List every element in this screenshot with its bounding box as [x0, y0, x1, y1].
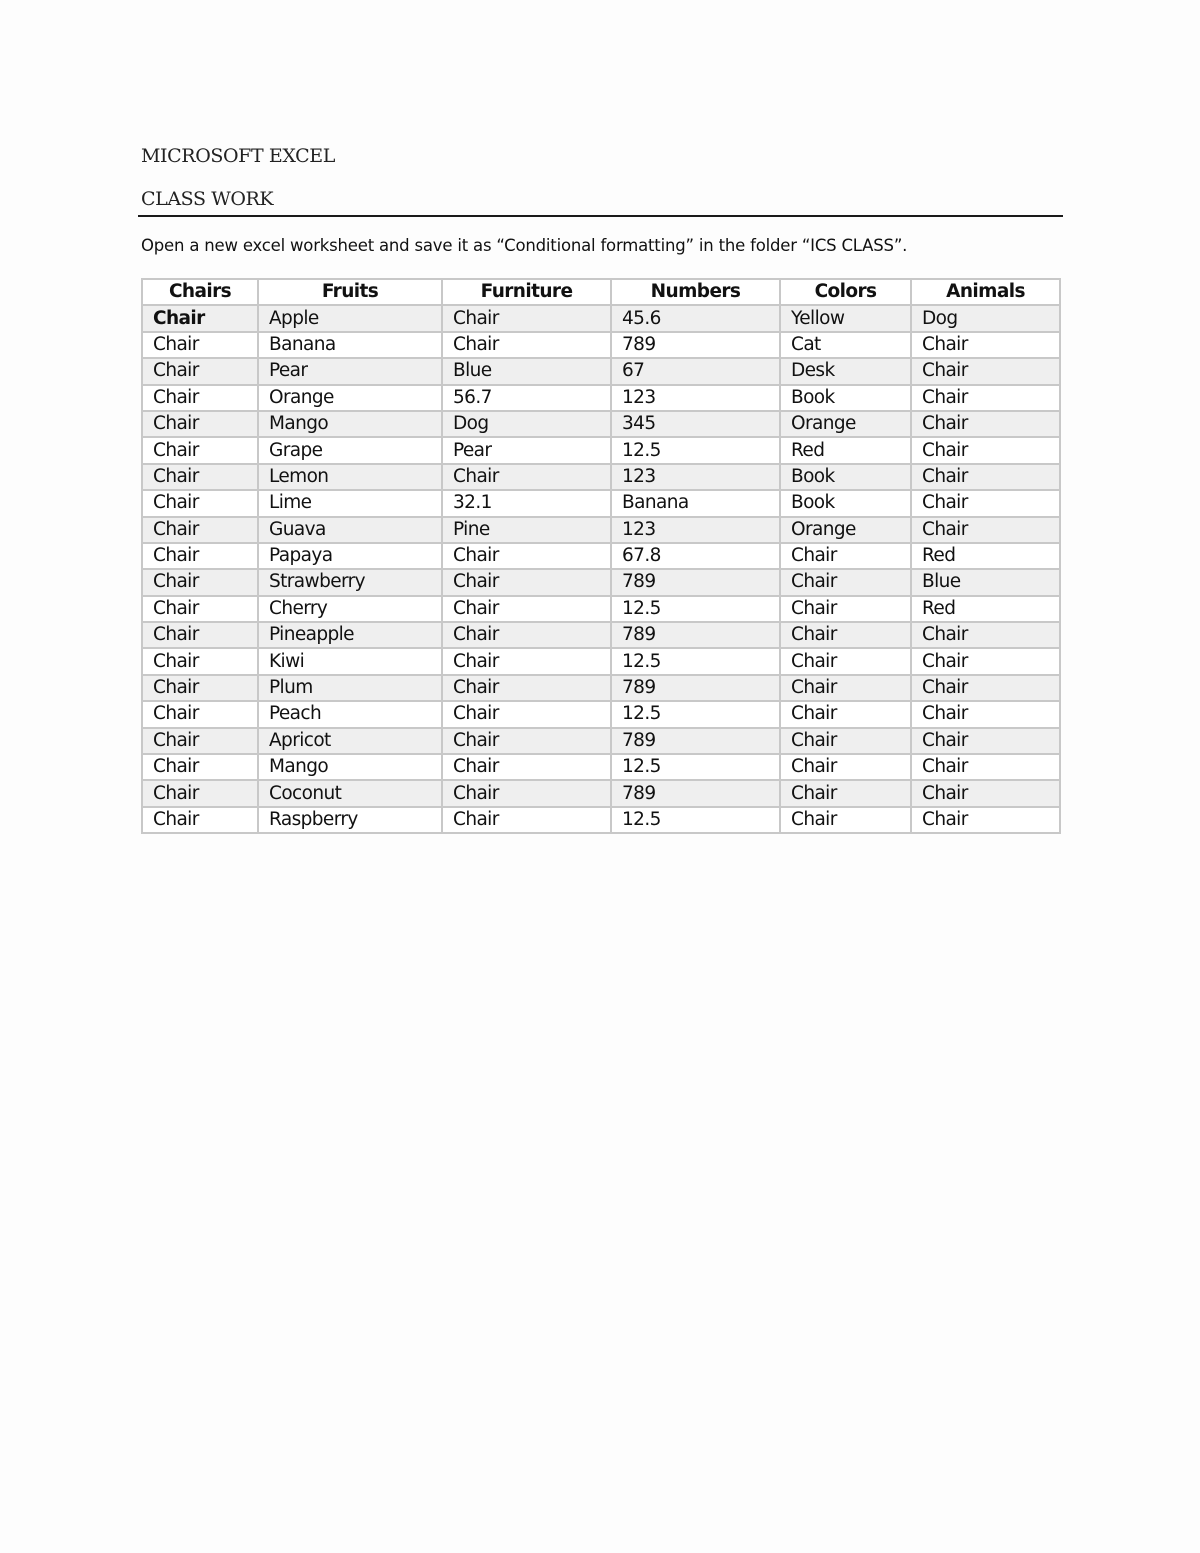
table-cell: 32.1 — [442, 490, 611, 516]
table-cell: Banana — [611, 490, 780, 516]
table-cell: Pine — [442, 517, 611, 543]
table-cell: Chair — [911, 517, 1060, 543]
table-cell: Chair — [911, 728, 1060, 754]
table-row — [142, 780, 1060, 806]
table-row — [142, 807, 1060, 833]
table-body — [142, 305, 1060, 833]
table-cell: Orange — [258, 385, 442, 411]
table-cell: 789 — [611, 780, 780, 806]
table-cell: Chair — [780, 780, 911, 806]
table-cell: Coconut — [258, 780, 442, 806]
table-cell: Chair — [911, 701, 1060, 727]
column-header: Chairs — [142, 279, 258, 305]
table-cell: Red — [911, 543, 1060, 569]
table-row — [142, 411, 1060, 437]
table-cell: Chair — [911, 807, 1060, 833]
table-cell: 789 — [611, 569, 780, 595]
table-header-row — [142, 279, 1060, 305]
table-row — [142, 728, 1060, 754]
table-cell: Chair — [142, 332, 258, 358]
table-cell: Chair — [911, 464, 1060, 490]
instruction-text: Open a new excel worksheet and save it as “Conditional formatting” in the folder “ICS CLASS”. — [141, 236, 908, 255]
table-cell: Chair — [142, 622, 258, 648]
table-cell: Chair — [142, 596, 258, 622]
table-cell: Chair — [780, 622, 911, 648]
table-cell: Chair — [780, 728, 911, 754]
table-cell: Chair — [911, 622, 1060, 648]
table-cell: 789 — [611, 332, 780, 358]
table-cell: Plum — [258, 675, 442, 701]
table-cell: Chair — [442, 596, 611, 622]
table-row — [142, 648, 1060, 674]
table-cell: Blue — [442, 358, 611, 384]
table-row — [142, 622, 1060, 648]
table-cell: Chair — [780, 596, 911, 622]
table-row — [142, 517, 1060, 543]
table-cell: 789 — [611, 675, 780, 701]
column-header: Animals — [911, 279, 1060, 305]
table-cell: Cat — [780, 332, 911, 358]
table-cell: 12.5 — [611, 648, 780, 674]
table-cell: Apricot — [258, 728, 442, 754]
data-table — [141, 278, 1061, 834]
table-cell: Kiwi — [258, 648, 442, 674]
table-cell: Chair — [911, 332, 1060, 358]
table-cell: 789 — [611, 728, 780, 754]
table-cell: Chair — [142, 648, 258, 674]
table-row — [142, 569, 1060, 595]
table-cell: Raspberry — [258, 807, 442, 833]
table-cell: 56.7 — [442, 385, 611, 411]
table-cell: Chair — [442, 332, 611, 358]
table-cell: Chair — [142, 411, 258, 437]
table-cell: Chair — [442, 569, 611, 595]
table-cell: Chair — [780, 543, 911, 569]
table-cell: Chair — [442, 807, 611, 833]
table-cell: 12.5 — [611, 807, 780, 833]
table-cell: Red — [780, 437, 911, 463]
table-cell: Chair — [442, 305, 611, 331]
table-cell: Cherry — [258, 596, 442, 622]
table-cell: Chair — [442, 728, 611, 754]
title-underline — [138, 215, 1063, 217]
table-row — [142, 596, 1060, 622]
table-cell: Chair — [911, 411, 1060, 437]
table-cell: Chair — [911, 754, 1060, 780]
table-cell: Chair — [911, 648, 1060, 674]
table-cell: 345 — [611, 411, 780, 437]
table-cell: Chair — [142, 543, 258, 569]
table-row — [142, 385, 1060, 411]
table-cell: Orange — [780, 517, 911, 543]
table-cell: 67 — [611, 358, 780, 384]
table-cell: 12.5 — [611, 701, 780, 727]
table-row — [142, 701, 1060, 727]
table-cell: 123 — [611, 464, 780, 490]
table-cell: Chair — [911, 490, 1060, 516]
column-header: Numbers — [611, 279, 780, 305]
document-subtitle: CLASS WORK — [141, 188, 274, 210]
table-cell: Chair — [442, 648, 611, 674]
table-cell: Book — [780, 464, 911, 490]
table-cell: Peach — [258, 701, 442, 727]
table-cell: 12.5 — [611, 754, 780, 780]
table-cell: Desk — [780, 358, 911, 384]
table-cell: Apple — [258, 305, 442, 331]
table-cell: Chair — [142, 780, 258, 806]
table-cell: Chair — [142, 437, 258, 463]
table-cell: 123 — [611, 517, 780, 543]
table-cell: Chair — [142, 728, 258, 754]
table-cell: Chair — [442, 464, 611, 490]
table-cell: 789 — [611, 622, 780, 648]
table-cell: Chair — [142, 517, 258, 543]
table-cell: Chair — [142, 754, 258, 780]
table-cell: Banana — [258, 332, 442, 358]
table-cell: Dog — [442, 411, 611, 437]
table-cell: Orange — [780, 411, 911, 437]
table-row — [142, 490, 1060, 516]
table-cell: Pear — [258, 358, 442, 384]
table-cell: Chair — [442, 543, 611, 569]
table-row — [142, 358, 1060, 384]
column-header: Colors — [780, 279, 911, 305]
table-cell: Mango — [258, 411, 442, 437]
table-cell: Guava — [258, 517, 442, 543]
table-cell: Chair — [780, 807, 911, 833]
table-cell: Chair — [142, 569, 258, 595]
table-cell: Chair — [780, 675, 911, 701]
table-cell: Chair — [780, 701, 911, 727]
table-cell: Chair — [442, 675, 611, 701]
table-cell: Chair — [442, 701, 611, 727]
table-cell: Strawberry — [258, 569, 442, 595]
table-row — [142, 464, 1060, 490]
table-cell: Chair — [442, 780, 611, 806]
document-title: MICROSOFT EXCEL — [141, 145, 335, 167]
table-cell: 12.5 — [611, 596, 780, 622]
table-cell: Chair — [142, 305, 258, 331]
table-cell: Chair — [911, 437, 1060, 463]
table-cell: Chair — [780, 648, 911, 674]
table-cell: Chair — [780, 754, 911, 780]
table-cell: Blue — [911, 569, 1060, 595]
table-cell: Chair — [442, 622, 611, 648]
table-cell: Chair — [442, 754, 611, 780]
table-cell: Yellow — [780, 305, 911, 331]
table-row — [142, 543, 1060, 569]
column-header: Fruits — [258, 279, 442, 305]
table-cell: 67.8 — [611, 543, 780, 569]
table-cell: Dog — [911, 305, 1060, 331]
table-cell: Chair — [142, 490, 258, 516]
table-cell: Chair — [911, 385, 1060, 411]
table-cell: Mango — [258, 754, 442, 780]
table-cell: Chair — [142, 464, 258, 490]
table-cell: Pineapple — [258, 622, 442, 648]
table-cell: Chair — [142, 675, 258, 701]
table-cell: Chair — [780, 569, 911, 595]
table-cell: Chair — [142, 807, 258, 833]
table-row — [142, 675, 1060, 701]
table-row — [142, 437, 1060, 463]
table-cell: Papaya — [258, 543, 442, 569]
table-cell: Book — [780, 385, 911, 411]
table-cell: Chair — [911, 358, 1060, 384]
table-cell: 123 — [611, 385, 780, 411]
column-header: Furniture — [442, 279, 611, 305]
table-row — [142, 332, 1060, 358]
table-cell: Pear — [442, 437, 611, 463]
table-cell: 45.6 — [611, 305, 780, 331]
table-cell: Grape — [258, 437, 442, 463]
table-row — [142, 754, 1060, 780]
table-cell: Chair — [142, 701, 258, 727]
table-cell: Lemon — [258, 464, 442, 490]
table-cell: Book — [780, 490, 911, 516]
table-cell: Red — [911, 596, 1060, 622]
table-cell: Chair — [911, 675, 1060, 701]
table-cell: Chair — [142, 385, 258, 411]
table-cell: Chair — [911, 780, 1060, 806]
table-cell: 12.5 — [611, 437, 780, 463]
table-cell: Chair — [142, 358, 258, 384]
table-row — [142, 305, 1060, 331]
table-cell: Lime — [258, 490, 442, 516]
